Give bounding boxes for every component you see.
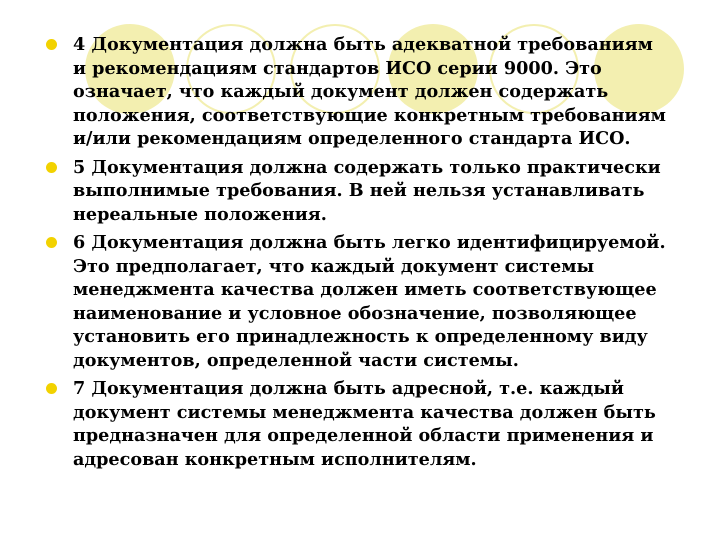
list-item-text: 5 Документация должна содержать только практически выполнимые требования. В ней нельзя устанавливать нереальные положения. [73, 156, 661, 225]
list-item-text: 4 Документация должна быть адекватной требованиям и рекомендациям стандартов ИСО серии 9000. Это означает, что каждый документ должен содержать положения, соответствующие конкретным требованиям и/или рекомендациям определенного стандарта ИСО. [73, 34, 666, 149]
list-item-text: 7 Документация должна быть адресной, т.е. каждый документ системы менеджмента качества должен быть предназначен для определенной области применения и адресован конкретным исполнителям. [73, 378, 656, 470]
list-item [46, 33, 696, 151]
list-item [46, 156, 696, 227]
bullet-dot-icon [46, 39, 57, 50]
bullet-dot-icon [46, 162, 57, 173]
bullet-dot-icon [46, 383, 57, 394]
list-item [46, 231, 696, 372]
bullet-list [46, 33, 696, 476]
list-item-text: 6 Документация должна быть легко идентифицируемой. Это предполагает, что каждый документ системы менеджмента качества должен иметь соответствующее наименование и условное обозначение, позволяющее установить его принадлежность к определенному виду документов, определенной части системы. [73, 232, 666, 371]
bullet-dot-icon [46, 237, 57, 248]
list-item [46, 377, 696, 471]
